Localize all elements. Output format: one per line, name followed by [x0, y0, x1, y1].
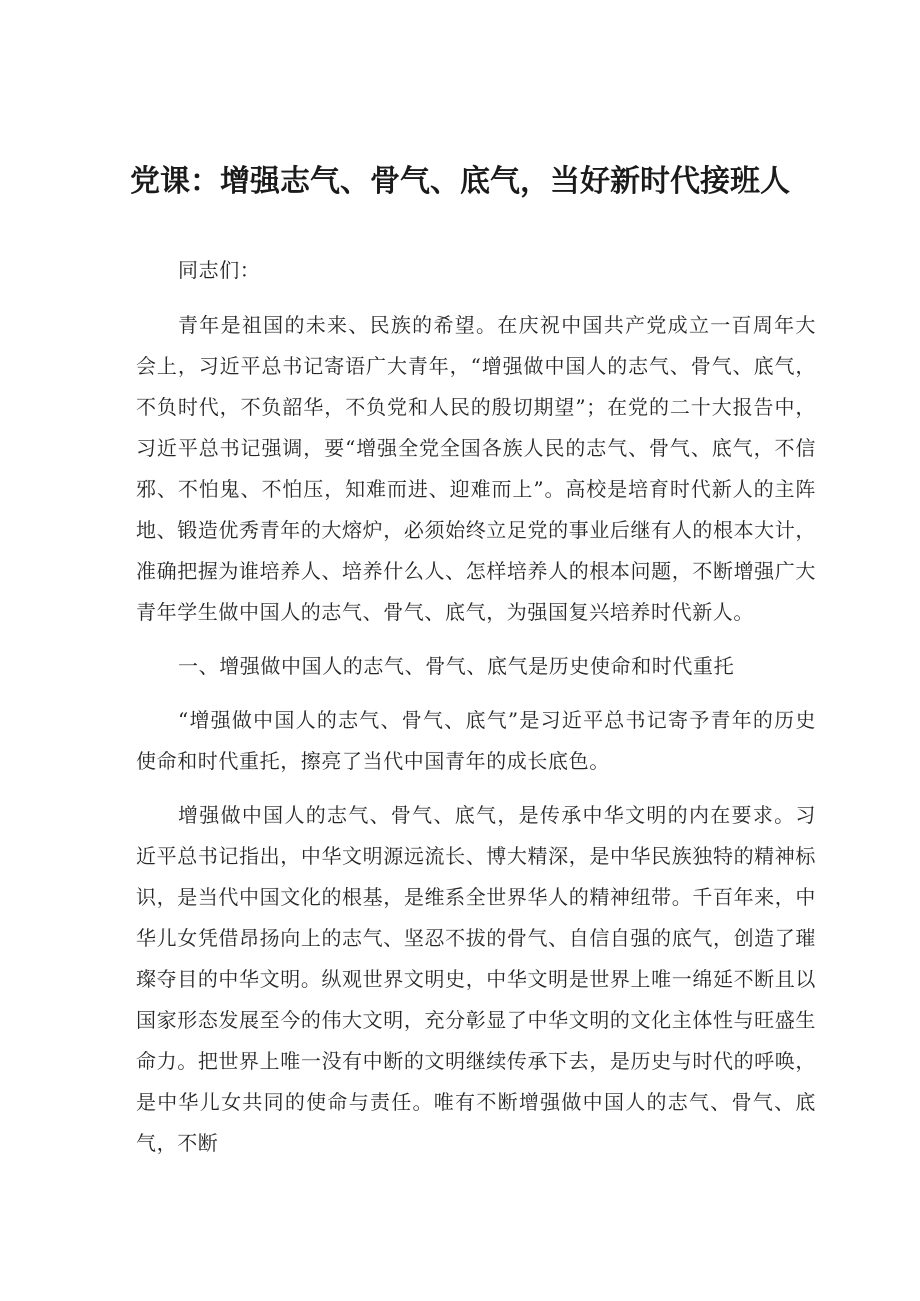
paragraph-section-intro: “增强做中国人的志气、骨气、底气”是习近平总书记寄予青年的历史使命和时代重托，擦亮了当代中国青年的成长底色。	[136, 708, 816, 773]
salutation: 同志们：	[178, 258, 261, 282]
paragraph-civilization: 增强做中国人的志气、骨气、底气，是传承中华文明的内在要求。习近平总书记指出，中华文明源远流长、博大精深，是中华民族独特的精神标识，是当代中国文化的根基，是维系全世界华人的精神纽带。千百年来，中华儿女凭借昂扬向上的志气、坚忍不拔的骨气、自信自强的底气，创造了璀璨夺目的中华文明。纵观世界文明史，中华文明是世界上唯一绵延不断且以国家形态发展至今的伟大文明，充分彰显了中华文明的文化主体性与旺盛生命力。把世界上唯一没有中断的文明继续传承下去，是历史与时代的呼唤，是中华儿女共同的使命与责任。唯有不断增强做中国人的志气、骨气、底气，不断	[136, 803, 816, 1155]
section-heading: 一、增强做中国人的志气、骨气、底气是历史使命和时代重托	[178, 654, 735, 678]
document-title: 党课：增强志气、骨气、底气，当好新时代接班人	[130, 164, 790, 199]
document-body	[136, 250, 816, 1177]
paragraph-intro: 青年是祖国的未来、民族的希望。在庆祝中国共产党成立一百周年大会上，习近平总书记寄语广大青年，“增强做中国人的志气、骨气、底气，不负时代，不负韶华，不负党和人民的殷切期望”；在党的二十大报告中，习近平总书记强调，要“增强全党全国各族人民的志气、骨气、底气，不信邪、不怕鬼、不怕压，知难而进、迎难而上”。高校是培育时代新人的主阵地、锻造优秀青年的大熔炉，必须始终立足党的事业后继有人的根本大计，准确把握为谁培养人、培养什么人、怎样培养人的根本问题，不断增强广大青年学生做中国人的志气、骨气、底气，为强国复兴培养时代新人。	[136, 313, 816, 624]
